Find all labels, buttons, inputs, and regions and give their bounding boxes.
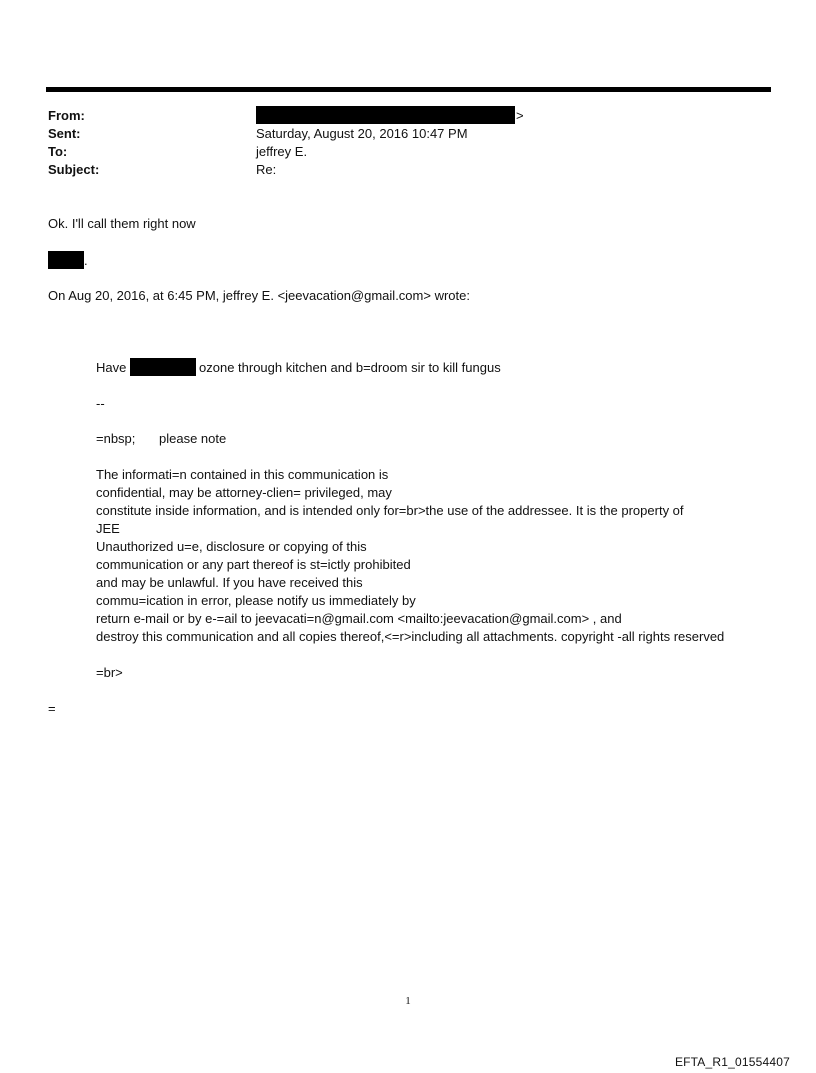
disclaimer-line: destroy this communication and all copies thereof,<=r>including all attachments. copyright -all rights reserved — [96, 629, 725, 644]
disclaimer-line: confidential, may be attorney-clien= privileged, may — [96, 485, 392, 500]
separator: -- — [96, 396, 105, 411]
to-label: To: — [48, 144, 68, 159]
disclaimer-line: and may be unlawful. If you have received this — [96, 575, 363, 590]
reply-line: Ok. I'll call them right now — [48, 216, 196, 231]
from-label: From: — [48, 108, 85, 123]
disclaimer-line: JEE — [96, 521, 120, 536]
disclaimer-line: The informati=n contained in this communication is — [96, 467, 389, 482]
from-value-suffix: > — [516, 108, 524, 123]
signature-suffix: . — [84, 253, 88, 268]
redacted-signature — [48, 251, 84, 269]
quoted-first-word: Have — [96, 360, 127, 375]
quoted-rest: ozone through kitchen and b=droom sir to kill fungus — [199, 360, 501, 375]
please-note: please note — [159, 431, 227, 446]
sent-label: Sent: — [48, 126, 81, 141]
disclaimer-line: communication or any part thereof is st=ictly prohibited — [96, 557, 411, 572]
bates-number: EFTA_R1_01554407 — [674, 1055, 790, 1069]
sent-value: Saturday, August 20, 2016 10:47 PM — [256, 126, 468, 141]
redacted-name — [130, 358, 196, 376]
br-text: =br> — [96, 665, 123, 680]
disclaimer-line: commu=ication in error, please notify us immediately by — [96, 593, 416, 608]
page-number: 1 — [405, 995, 411, 1007]
subject-value: Re: — [256, 162, 277, 177]
disclaimer-line: return e-mail or by e-=ail to jeevacati=n@gmail.com <mailto:jeevacation@gmail.com> , and — [96, 611, 622, 626]
quote-intro: On Aug 20, 2016, at 6:45 PM, jeffrey E. <jeevacation@gmail.com> wrote: — [48, 288, 470, 303]
disclaimer-line: constitute inside information, and is intended only for=br>the use of the addressee. It is the property of — [96, 503, 684, 518]
subject-label: Subject: — [48, 162, 100, 177]
trailing-equals: = — [48, 701, 56, 716]
to-value: jeffrey E. — [256, 144, 308, 159]
disclaimer-line: Unauthorized u=e, disclosure or copying of this — [96, 539, 367, 554]
nbsp-text: =nbsp; — [96, 431, 136, 446]
redacted-sender — [256, 106, 515, 124]
header-rule — [46, 87, 771, 92]
